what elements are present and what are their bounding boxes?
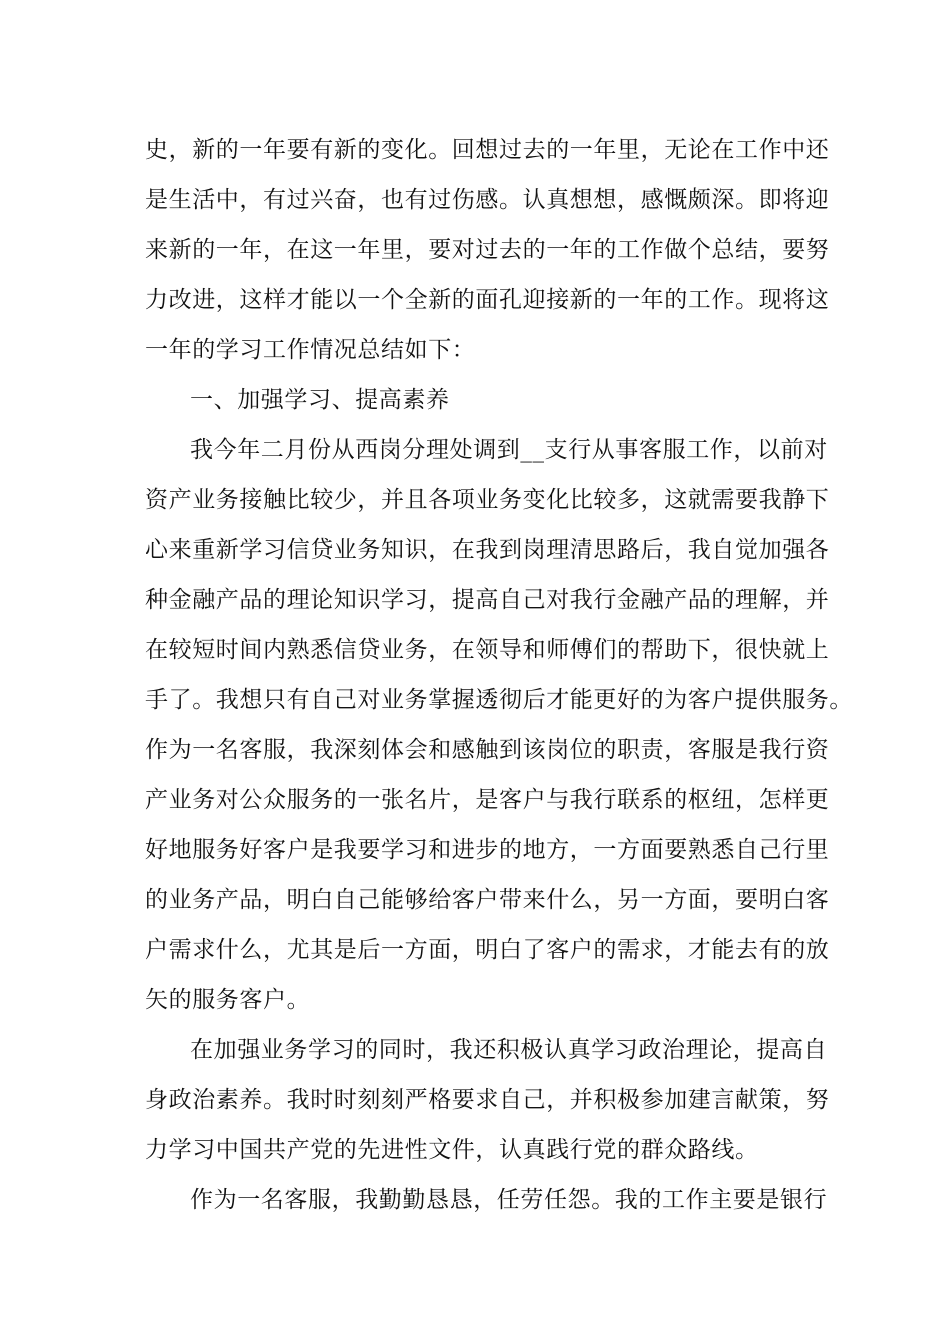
text-line: 我今年二月份从西岗分理处调到__支行从事客服工作，以前对 xyxy=(190,437,828,463)
text-line: 身政治素养。我时时刻刻严格要求自己，并积极参加建言献策，努 xyxy=(145,1087,830,1113)
text-line: 手了。我想只有自己对业务掌握透彻后才能更好的为客户提供服务。 xyxy=(145,687,853,713)
section-heading: 一、加强学习、提高素养 xyxy=(190,387,450,413)
text-line: 一年的学习工作情况总结如下： xyxy=(145,337,476,363)
text-line: 是生活中，有过兴奋，也有过伤感。认真想想，感慨颇深。即将迎 xyxy=(145,187,830,213)
text-line: 产业务对公众服务的一张名片，是客户与我行联系的枢纽，怎样更 xyxy=(145,787,830,813)
text-line: 资产业务接触比较少，并且各项业务变化比较多，这就需要我静下 xyxy=(145,487,830,513)
text-line: 在较短时间内熟悉信贷业务，在领导和师傅们的帮助下，很快就上 xyxy=(145,637,830,663)
text-line: 种金融产品的理论知识学习，提高自己对我行金融产品的理解，并 xyxy=(145,587,830,613)
text-line: 来新的一年，在这一年里，要对过去的一年的工作做个总结，要努 xyxy=(145,237,830,263)
text-line: 在加强业务学习的同时，我还积极认真学习政治理论，提高自 xyxy=(190,1037,828,1063)
text-line: 心来重新学习信贷业务知识，在我到岗理清思路后，我自觉加强各 xyxy=(145,537,830,563)
text-line: 矢的服务客户。 xyxy=(145,987,311,1013)
text-line: 力改进，这样才能以一个全新的面孔迎接新的一年的工作。现将这 xyxy=(145,287,830,313)
text-line: 史，新的一年要有新的变化。回想过去的一年里，无论在工作中还 xyxy=(145,137,830,163)
text-line: 作为一名客服，我深刻体会和感触到该岗位的职责，客服是我行资 xyxy=(145,737,830,763)
text-line: 作为一名客服，我勤勤恳恳，任劳任怨。我的工作主要是银行 xyxy=(190,1187,828,1213)
text-line: 户需求什么，尤其是后一方面，明白了客户的需求，才能去有的放 xyxy=(145,937,830,963)
text-line: 好地服务好客户是我要学习和进步的地方，一方面要熟悉自己行里 xyxy=(145,837,830,863)
text-line: 的业务产品，明白自己能够给客户带来什么，另一方面，要明白客 xyxy=(145,887,830,913)
text-line: 力学习中国共产党的先进性文件，认真践行党的群众路线。 xyxy=(145,1137,759,1163)
